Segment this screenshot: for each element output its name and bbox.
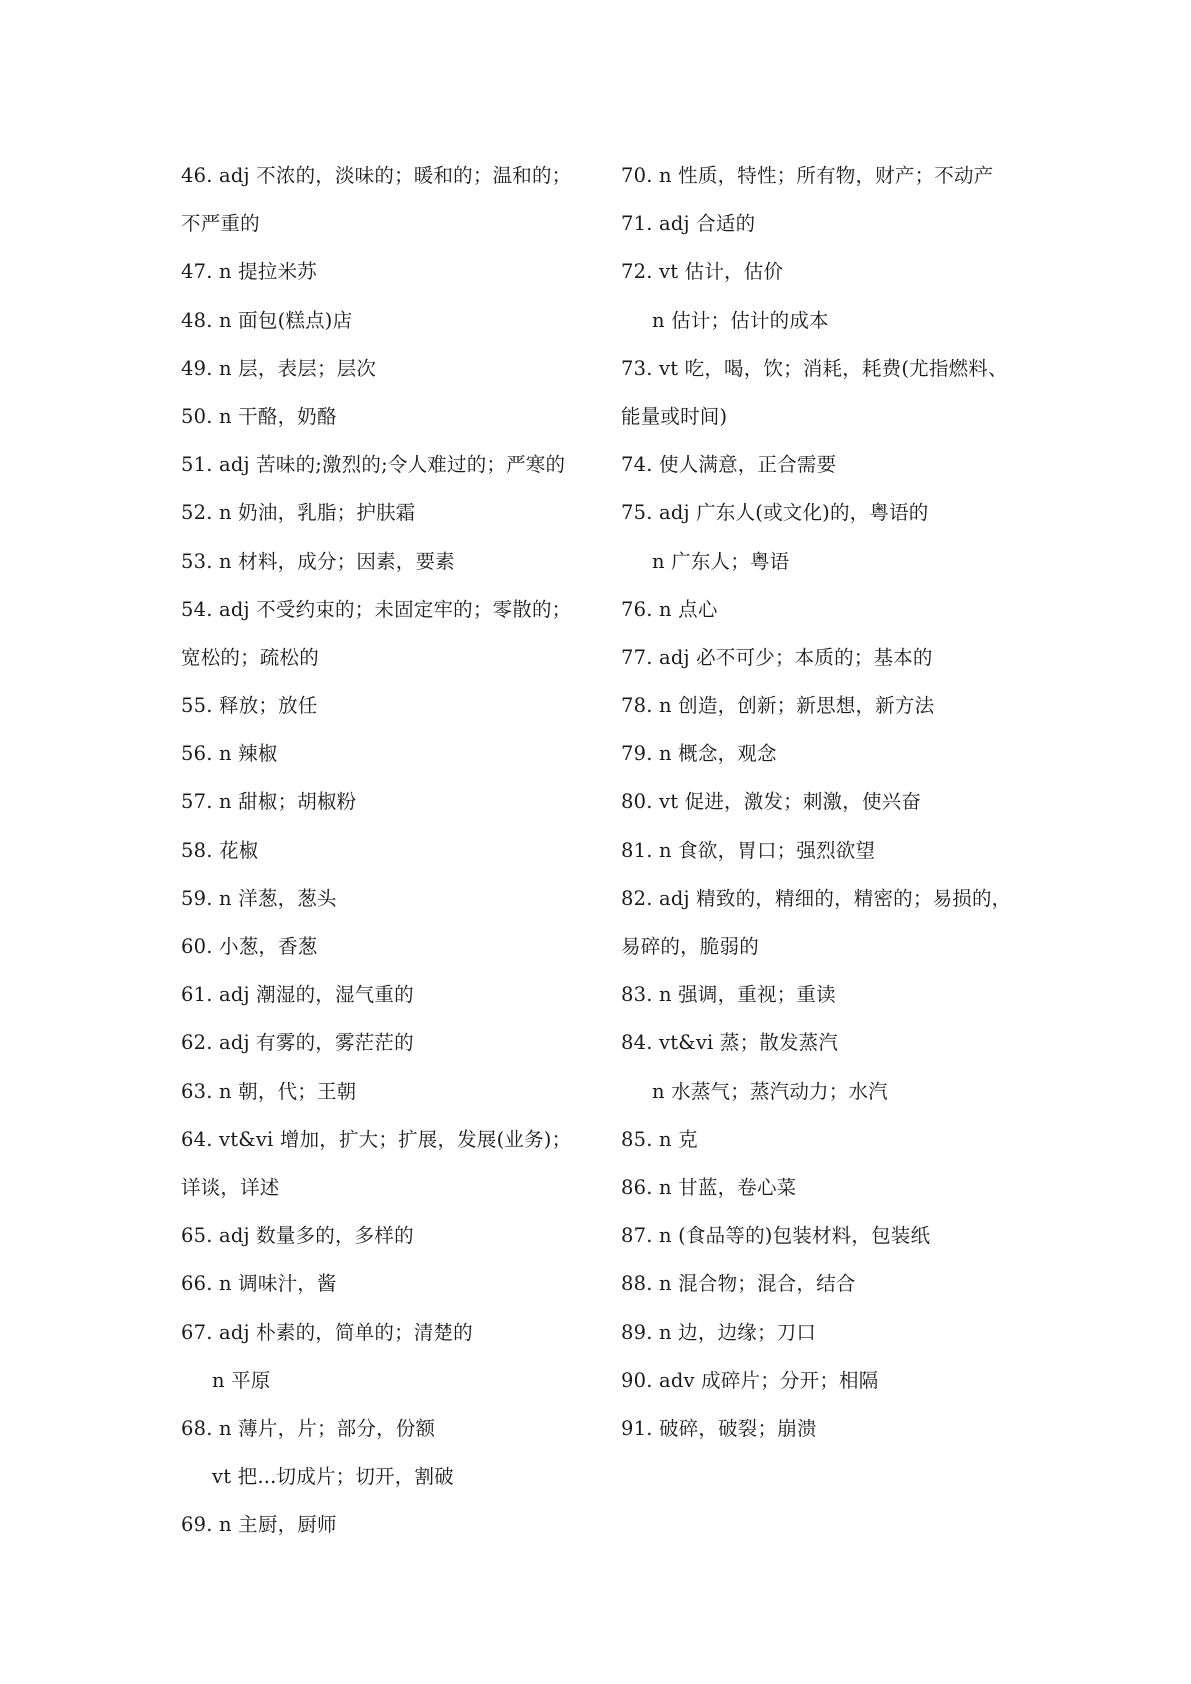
left-column (181, 152, 601, 1549)
vocab-line: 48. n 面包(糕点)店 (181, 308, 353, 332)
vocab-line: 69. n 主厨，厨师 (181, 1513, 337, 1537)
vocab-line: 71. adj 合适的 (621, 212, 756, 236)
vocab-line: 81. n 食欲，胃口；强烈欲望 (621, 838, 876, 862)
vocab-line: 91. 破碎，破裂；崩溃 (621, 1416, 817, 1440)
vocab-line: 68. n 薄片，片；部分，份额 (181, 1416, 436, 1440)
vocab-line: 83. n 强调，重视；重读 (621, 983, 836, 1007)
right-column (621, 152, 1041, 1453)
vocab-line: 宽松的；疏松的 (181, 645, 319, 669)
vocab-line: 87. n (食品等的)包装材料，包装纸 (621, 1224, 931, 1248)
vocab-line: 56. n 辣椒 (181, 742, 278, 766)
vocab-line: 63. n 朝，代；王朝 (181, 1079, 357, 1103)
vocab-line: 90. adv 成碎片；分开；相隔 (621, 1368, 879, 1392)
vocab-line: 55. 释放；放任 (181, 694, 318, 718)
vocab-line: 70. n 性质，特性；所有物，财产；不动产 (621, 164, 994, 187)
vocab-line: 59. n 洋葱，葱头 (181, 886, 337, 910)
vocab-line: 47. n 提拉米苏 (181, 260, 317, 284)
vocab-line: 72. vt 估计，估价 (621, 260, 784, 284)
vocab-line: n 广东人；粤语 (652, 549, 790, 573)
vocab-line: n 估计；估计的成本 (652, 308, 829, 332)
vocab-line: 易碎的，脆弱的 (621, 935, 759, 958)
vocab-line: 50. n 干酪，奶酪 (181, 404, 337, 428)
vocab-line: 76. n 点心 (621, 597, 718, 621)
vocab-line: 能量或时间) (621, 404, 728, 428)
vocab-line: 60. 小葱，香葱 (181, 935, 318, 958)
vocab-line: vt 把...切成片；切开，割破 (212, 1465, 454, 1489)
vocab-line: 46. adj 不浓的，淡味的；暖和的；温和的； (181, 164, 572, 187)
vocab-line: 88. n 混合物；混合，结合 (621, 1272, 856, 1296)
vocab-line: 57. n 甜椒；胡椒粉 (181, 790, 357, 814)
vocab-line: 62. adj 有雾的，雾茫茫的 (181, 1031, 414, 1055)
vocab-line: 61. adj 潮湿的，湿气重的 (181, 983, 414, 1007)
vocab-line: 51. adj 苦味的;激烈的;令人难过的；严寒的 (181, 453, 566, 477)
vocab-line: 85. n 克 (621, 1127, 698, 1151)
vocab-line: 80. vt 促进，激发；刺激，使兴奋 (621, 790, 922, 814)
vocab-line: 75. adj 广东人(或文化)的，粤语的 (621, 501, 929, 525)
vocab-line: 73. vt 吃，喝，饮；消耗，耗费(尤指燃料、 (621, 356, 1008, 380)
vocab-line: 54. adj 不受约束的；未固定牢的；零散的； (181, 597, 572, 621)
vocab-line: 65. adj 数量多的，多样的 (181, 1224, 414, 1248)
vocab-line: 64. vt&vi 增加，扩大；扩展，发展(业务)； (181, 1127, 572, 1151)
vocab-line: 84. vt&vi 蒸；散发蒸汽 (621, 1031, 839, 1055)
vocab-line: n 平原 (212, 1368, 271, 1392)
vocab-line: 74. 使人满意，正合需要 (621, 453, 837, 477)
vocab-line: 79. n 概念，观念 (621, 742, 777, 766)
vocab-line: 67. adj 朴素的，简单的；清楚的 (181, 1320, 473, 1344)
vocab-line: 89. n 边，边缘；刀口 (621, 1320, 817, 1344)
vocab-line: 86. n 甘蓝，卷心菜 (621, 1175, 797, 1199)
vocab-line: 52. n 奶油，乳脂；护肤霜 (181, 501, 416, 525)
vocab-line: 82. adj 精致的，精细的，精密的；易损的， (621, 886, 1012, 910)
vocab-line: 详谈，详述 (181, 1175, 280, 1199)
vocab-line: 58. 花椒 (181, 838, 259, 862)
vocab-line: 77. adj 必不可少；本质的；基本的 (621, 645, 933, 669)
vocab-line: 53. n 材料，成分；因素，要素 (181, 549, 455, 573)
vocab-line: 不严重的 (181, 212, 260, 236)
vocab-line: n 水蒸气；蒸汽动力；水汽 (652, 1079, 888, 1103)
vocab-line: 78. n 创造，创新；新思想，新方法 (621, 694, 935, 718)
vocab-line: 66. n 调味汁，酱 (181, 1272, 337, 1296)
vocab-line: 49. n 层，表层；层次 (181, 356, 377, 380)
